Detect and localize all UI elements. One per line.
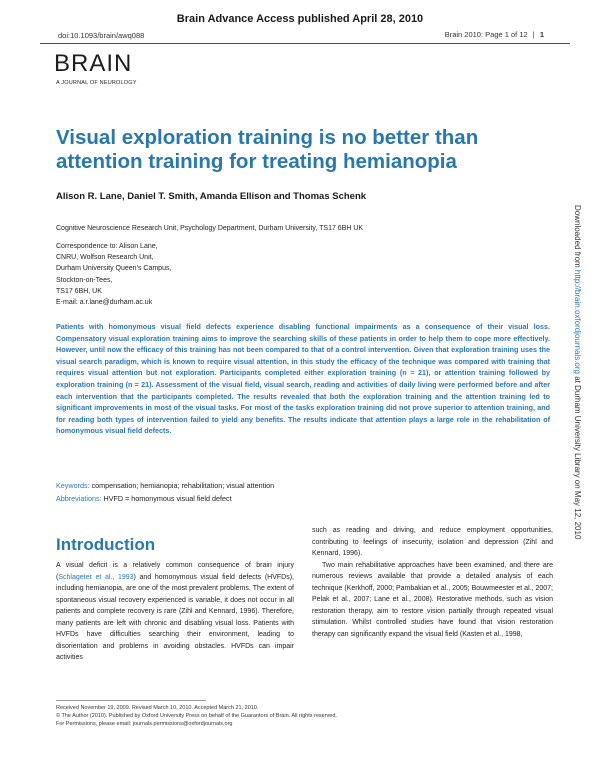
page-info-text: Brain 2010: Page 1 of 12 (444, 30, 528, 39)
footer-rule (56, 700, 206, 701)
doi-label[interactable]: doi:10.1093/brain/awq088 (58, 31, 145, 40)
body-text: A visual deficit is a relatively common consequence of brain injury ( (56, 562, 294, 581)
correspondence-block (56, 241, 171, 308)
advance-access-banner: Brain Advance Access published April 28, 2010 (176, 13, 424, 25)
body-column-left (56, 560, 294, 664)
correspondence-line: TS17 6BH, UK (56, 287, 102, 295)
footer (56, 704, 337, 728)
body-column-right (312, 525, 553, 640)
correspondence-line: Correspondence to: Alison Lane, (56, 243, 158, 250)
body-paragraph (56, 560, 294, 664)
page-info (445, 30, 544, 39)
body-paragraph: such as reading and driving, and reduce employment opportunities, contributing to feelings of insecurity, isolation and depression (Zihl and Kennard, 1996). (312, 527, 553, 557)
footer-copyright: © The Author (2010). Published by Oxford University Press on behalf of the Guarantors of Brain. All rights reserved. (56, 713, 337, 719)
body-paragraph: Two main rehabilitative approaches have been examined, and there are numerous reviews available that provide a detailed analysis of each technique (Kerkhoff, 2000; Pambakian et al., 2005; Bouwmeester et al., 2007; Pelak et al., 2007; Lane et al., 2008). Restorative methods, such as vision restoration therapy, aim to restore vision partially through repeated visual stimulation. Whilst controlled studies have found that vision restoration therapy can significantly expand the visual field (Kasten et al., 1998, (312, 561, 553, 638)
abstract: Patients with homonymous visual field defects experience disabling functional impairments as a consequence of their visual loss. Compensatory visual exploration training aims to improve the searching skills of these patients in order to help them to cope more effectively. However, until now the efficacy of this training has not been compared to that of a control intervention. Given that exploration training uses the visual search paradigm, which is known to require visual attention, in this study the efficacy of the technique was compared with training that requires visual attention but not exploration. Participants completed either exploration training (n = 21), or attention training followed by exploration training (n = 21). Assessment of the visual field, visual search, reading and activities of daily living were performed before and after each intervention that the participants completed. The results revealed that both the exploration training and the attention training led to significant improvements in most of the visual tasks. For most of the tasks exploration training did not prove superior to attention training, and for reading both types of intervention failed to yield any benefits. The results indicate that attention plays a large role in the rehabilitation of homonymous visual field defects. (56, 322, 550, 436)
journal-logo: BRAIN (54, 50, 133, 77)
correspondence-line: Stockton-on-Tees, (56, 276, 113, 284)
download-watermark (570, 205, 584, 585)
keywords-text: compensation; hemianopia; rehabilitation; visual attention (91, 481, 275, 490)
download-watermark-text (573, 205, 582, 539)
correspondence-email[interactable]: E-mail: a.r.lane@durham.ac.uk (56, 299, 153, 307)
page-separator: | (532, 30, 535, 39)
author-list: Alison R. Lane, Daniel T. Smith, Amanda Ellison and Thomas Schenk (56, 191, 367, 202)
download-link[interactable]: http://brain.oxfordjournals.org (573, 269, 582, 374)
journal-subtitle: A JOURNAL OF NEUROLOGY (56, 80, 137, 86)
download-prefix: Downloaded from (573, 205, 582, 270)
abbreviations-text: HVFD = homonymous visual field defect (103, 494, 232, 503)
keywords-label: Keywords: (56, 481, 90, 490)
header-rule (40, 43, 570, 44)
abbreviations-label: Abbreviations: (56, 494, 102, 503)
citation-link[interactable]: Schlageter et al., 1993 (58, 573, 134, 581)
page-number: 1 (539, 30, 544, 39)
section-heading-introduction: Introduction (56, 535, 156, 554)
body-text: ) and homonymous visual field defects (HVFDs), including hemianopia, are one of the most prevalent problems. The extent of spontaneous visual recovery experienced is variable, it does not occur in all patients and complete recovery is rare (Zihl and Kennard, 1996). Therefore, many patients are left with chronic and disabling visual loss. Patients with HVFDs have difficulties searching their environment, leading to disorientation and problems in avoiding obstacles. HVFDs can impair activities (56, 573, 294, 661)
affiliation: Cognitive Neuroscience Research Unit, Psychology Department, Durham University, TS17 6BH UK (56, 225, 364, 232)
footer-permissions: For Permissions, please email: journals.permissions@oxfordjournals.org (56, 721, 233, 727)
download-suffix: at Durham University Library on May 12, 2010 (573, 373, 582, 540)
keywords-line (56, 481, 274, 490)
abbreviations-line (56, 494, 232, 503)
correspondence-line: CNRU, Wolfson Research Unit, (56, 254, 154, 262)
article-title: Visual exploration training is no better than attention training for treating hemianopia (56, 126, 479, 173)
correspondence-line: Durham University Queen’s Campus, (56, 265, 172, 273)
footer-received: Received November 19, 2009. Revised March 10, 2010. Accepted March 21, 2010. (56, 705, 259, 711)
